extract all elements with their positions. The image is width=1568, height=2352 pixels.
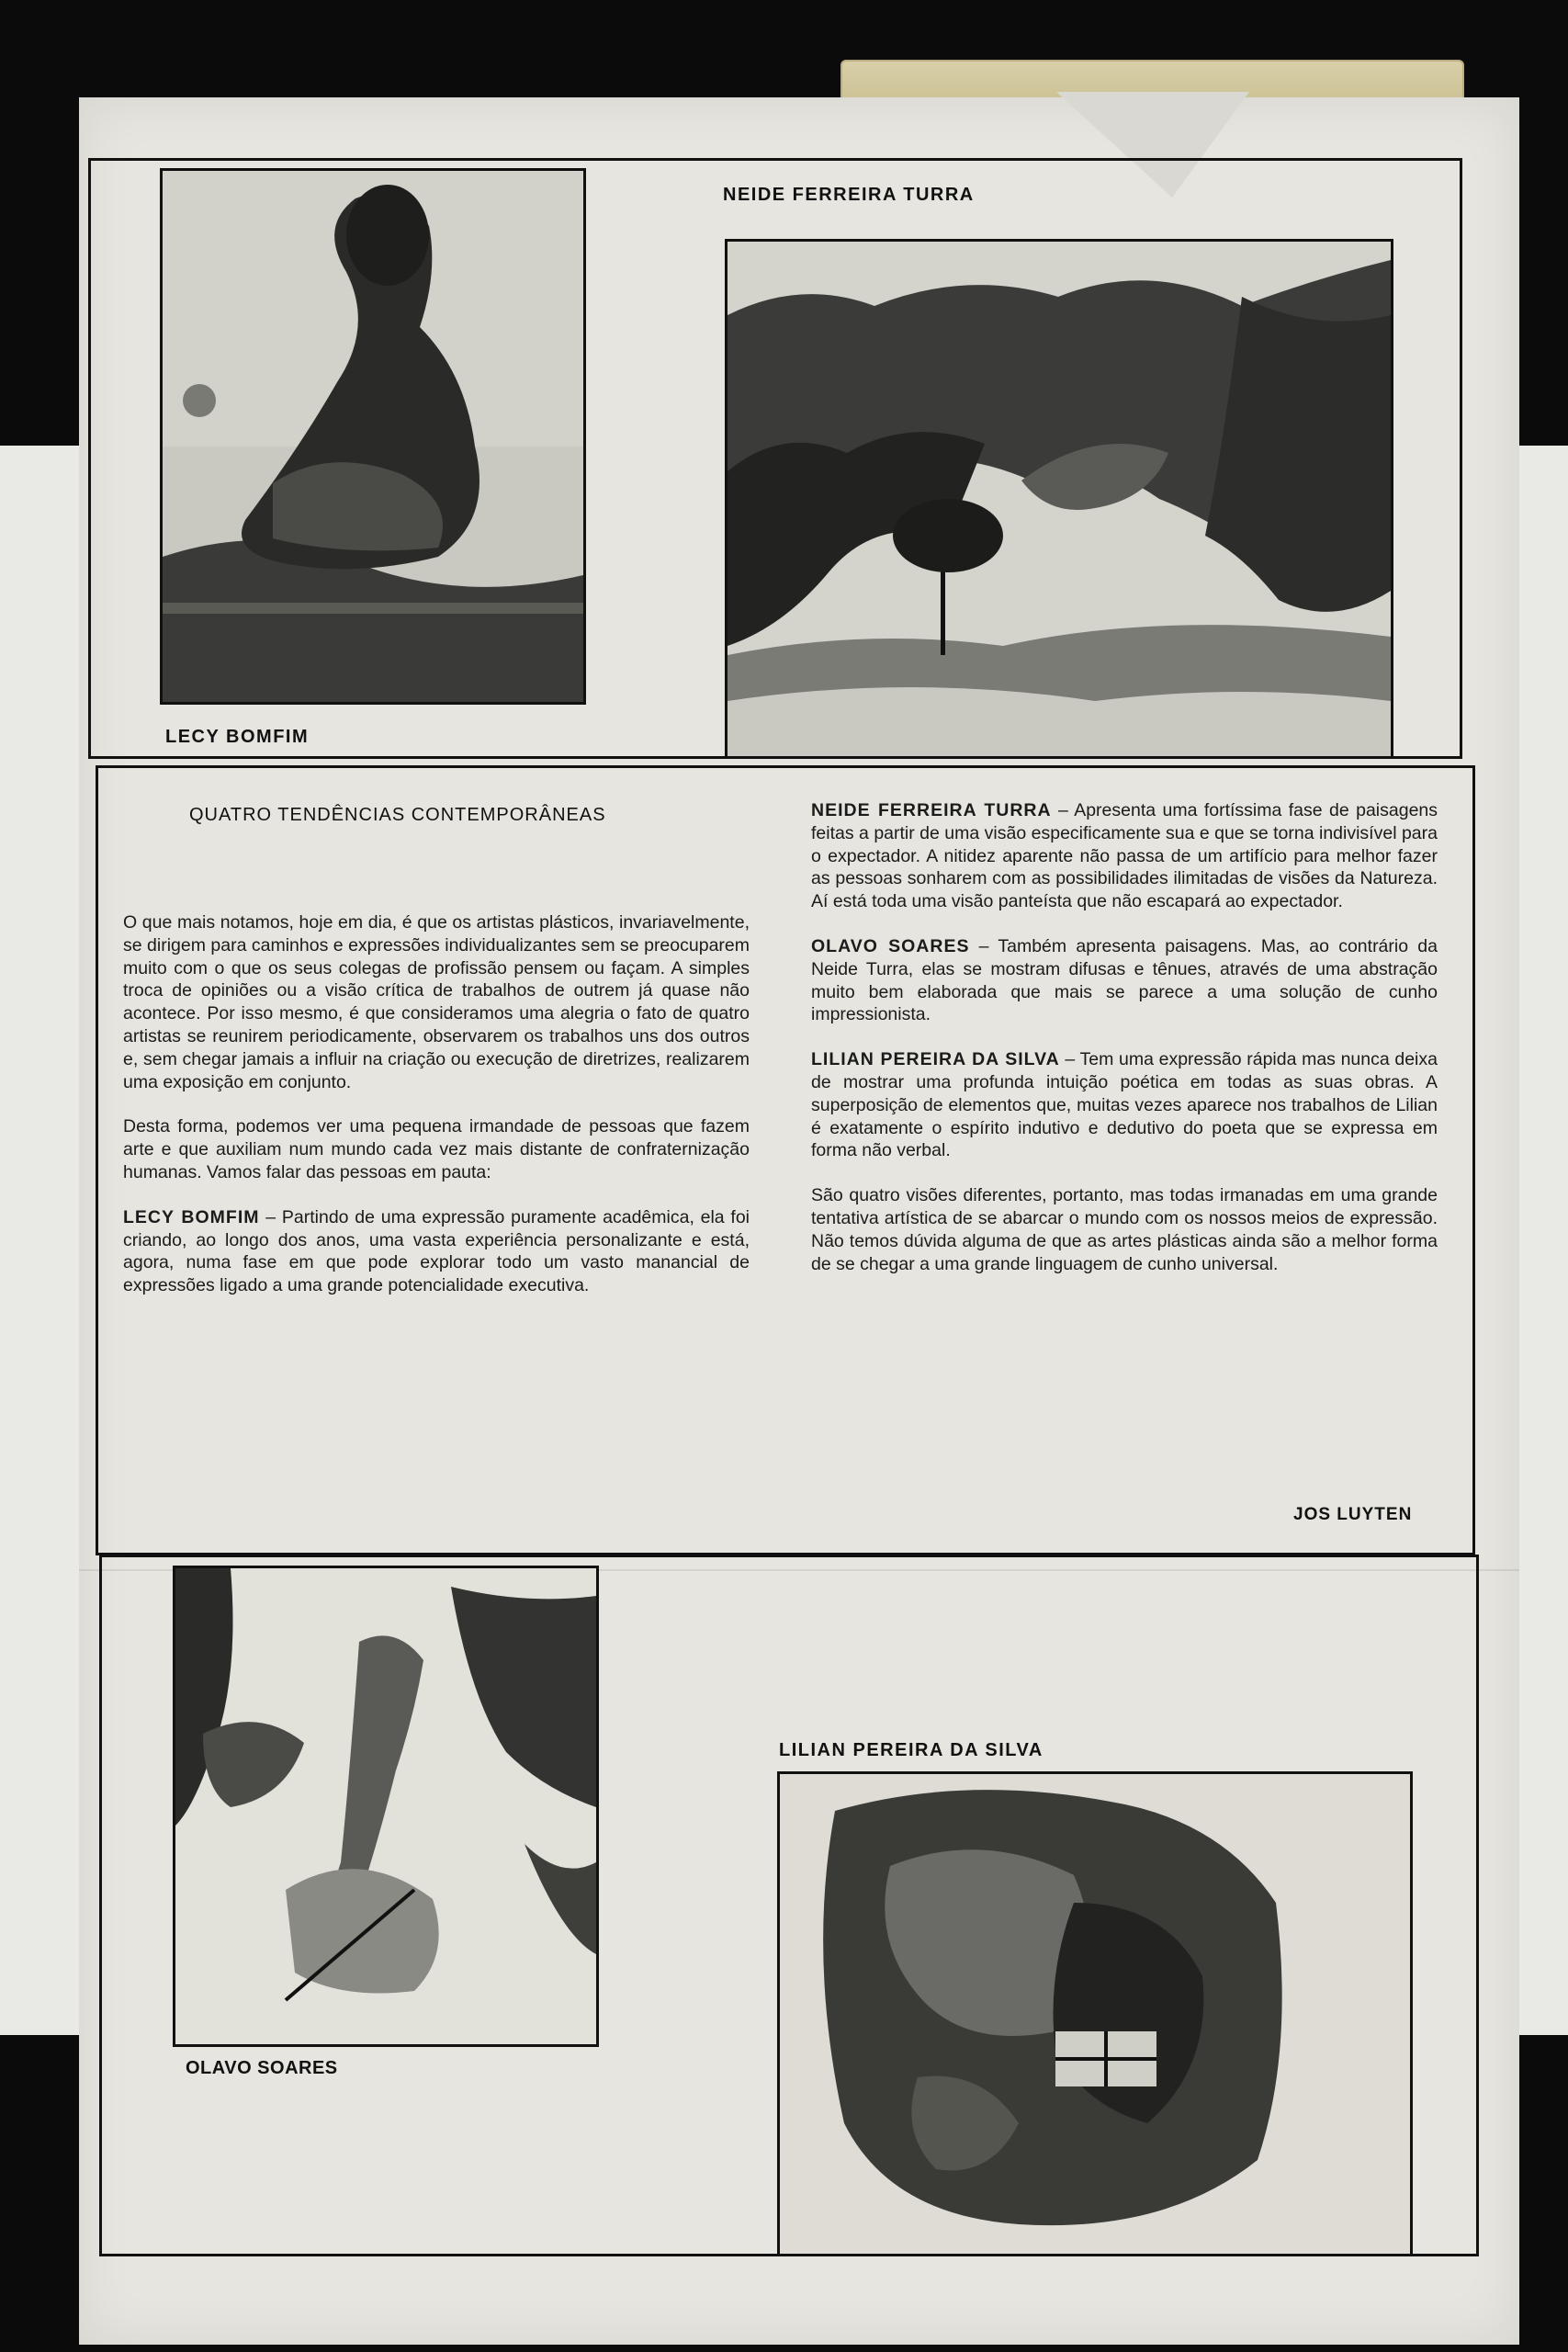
artist-text-olavo: – Também apresenta paisagens. Mas, ao contrário da Neide Turra, elas se mostram difusas e tênues, através de uma abstração muito bem elaborada que mais se parece a uma solução de cunho impressionista.: [811, 935, 1438, 1025]
paragraph-irmandade: Desta forma, podemos ver uma pequena irmandade de pessoas que fazem arte e que auxiliam num mundo cada vez mais distante de confraternização humanas. Vamos falar das pessoas em pauta:: [123, 1116, 750, 1182]
paragraph-olavo: [811, 935, 1438, 1026]
article-title: QUATRO TENDÊNCIAS CONTEMPORÂNEAS: [189, 805, 606, 825]
caption-lilian-pereira-da-silva: LILIAN PEREIRA DA SILVA: [779, 1740, 1043, 1760]
artist-name-lilian: LILIAN PEREIRA DA SILVA: [811, 1049, 1060, 1070]
lilian-pereira-da-silva-artwork: [777, 1771, 1413, 2256]
paragraph-intro: O que mais notamos, hoje em dia, é que os artistas plásticos, invariavelmente, se dirigem para caminhos e expressões individualizantes sem se preocuparem muito com o que os seus colegas de profissão pensem ou façam. A simples troca de opiniões ou a visão crítica de trabalhos de outrem já quase não acontece. Por isso mesmo, é que consideramos uma alegria o fato de quatro artistas se reunirem periodicamente, observarem os trabalhos uns dos outros e, sem chegar jamais a influir na criação ou execução de diretrizes, realizarem uma exposição em conjunto.: [123, 912, 750, 1092]
paragraph-closing: São quatro visões diferentes, portanto, mas todas irmanadas em uma grande tentativa artística de se abarcar o mundo com os nossos meios de expressão. Não temos dúvida alguma de que as artes plásticas ainda são a melhor forma de se chegar a uma grande linguagem de cunho universal.: [811, 1185, 1438, 1274]
caption-lecy-bomfim: LECY BOMFIM: [165, 727, 310, 747]
paragraph-lecy: [123, 1206, 750, 1297]
lecy-bomfim-artwork: [160, 168, 586, 705]
caption-neide-ferreira-turra: NEIDE FERREIRA TURRA: [723, 185, 975, 205]
artist-text-lilian: – Tem uma expressão rápida mas nunca deixa de mostrar uma profunda intuição poética em todas as suas obras. A superposição de elementos que, muitas vezes aparece nos trabalhos de Lilian é exatamente o espírito indutivo e dedutivo do poeta que se expressa em forma não verbal.: [811, 1049, 1438, 1161]
paragraph-lilian: [811, 1048, 1438, 1162]
artist-text-neide: – Apresenta uma fortíssima fase de paisagens feitas a partir de uma visão especificamente sua e que se torna indivisível para o expectador. A nitidez aparente não passa de um artifício para melhor fazer as pessoas sonharem com as possibilidades ilimitadas de visões da Natureza. Aí está toda uma visão panteísta que não escapará ao expectador.: [811, 800, 1438, 912]
artist-name-neide: NEIDE FERREIRA TURRA: [811, 800, 1052, 820]
paragraph-neide: [811, 799, 1438, 913]
article-right-column: [811, 799, 1438, 1275]
artist-text-lecy: – Partindo de uma expressão puramente acadêmica, ela foi criando, ao longo dos anos, uma vasta experiência personalizante e está, agora, numa fase em que pode explorar todo um vasto manancial de expressões ligado a uma grande potencialidade executiva.: [123, 1206, 750, 1296]
article-left-column: [123, 911, 750, 1297]
artist-name-olavo: OLAVO SOARES: [811, 935, 970, 956]
olavo-soares-artwork: [173, 1566, 599, 2047]
artist-name-lecy: LECY BOMFIM: [123, 1206, 260, 1227]
neide-ferreira-turra-artwork: [725, 239, 1393, 759]
author-signature: JOS LUYTEN: [1293, 1505, 1413, 1524]
caption-olavo-soares: OLAVO SOARES: [186, 2058, 338, 2078]
